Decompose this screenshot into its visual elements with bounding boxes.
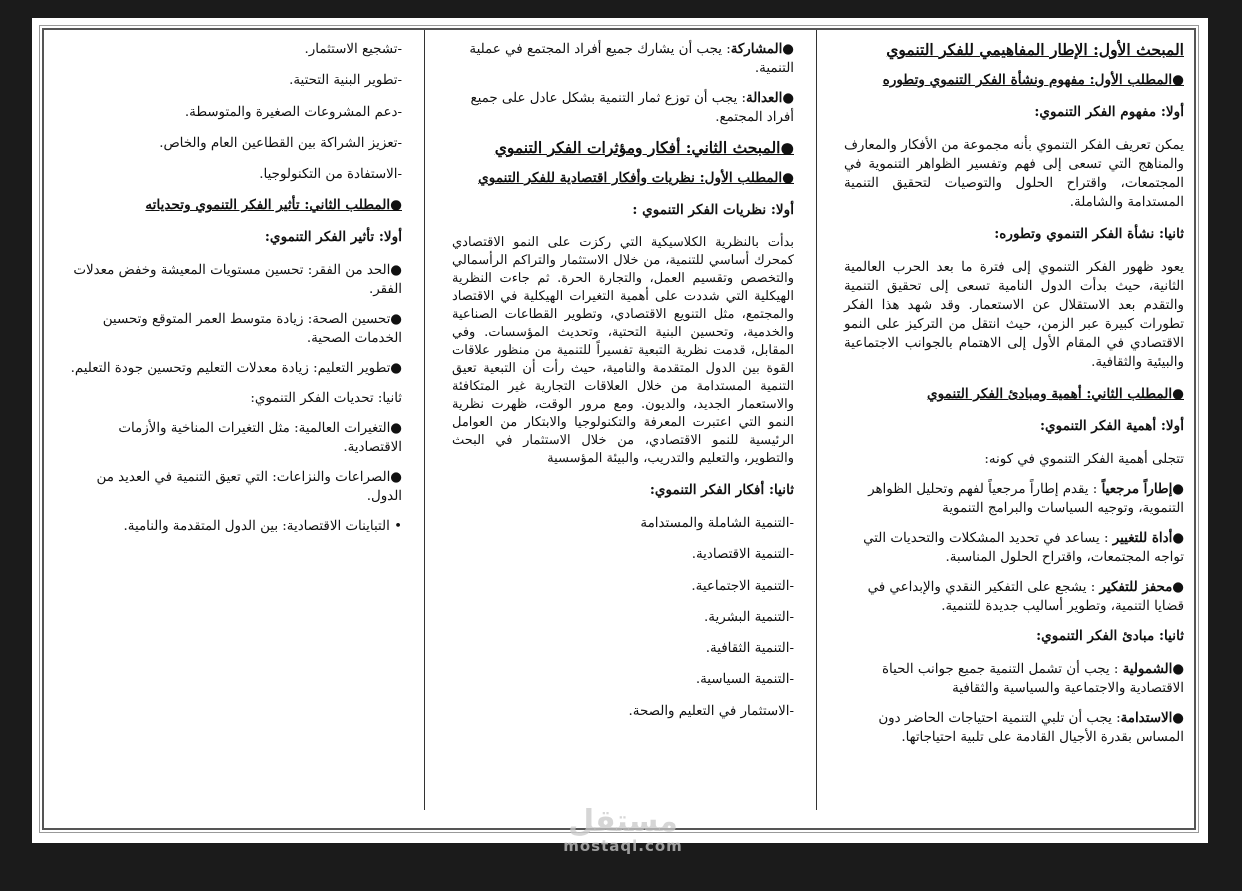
term: ●محفز للتفكير <box>1099 579 1184 595</box>
list-item: -الاستفادة من التكنولوجيا. <box>259 167 402 183</box>
subsection-heading: ●المطلب الثاني: أهمية ومبادئ الفكر التنموي <box>926 386 1184 402</box>
watermark-logo: مستقل <box>568 804 678 839</box>
list-item: -تعزيز الشراكة بين القطاعين العام والخاص. <box>159 135 402 151</box>
heading-challenges: ثانيا: تحديات الفكر التنموي: <box>250 391 402 407</box>
document-page <box>32 18 1208 843</box>
list-item: -التنمية الاجتماعية. <box>691 578 794 594</box>
column-right <box>844 40 1184 758</box>
list-item <box>452 40 794 78</box>
watermark-url: mostaql.com <box>563 837 683 855</box>
list-item <box>844 578 1184 616</box>
paragraph-theories: بدأت بالنظرية الكلاسيكية التي ركزت على النمو الاقتصادي كمحرك أساسي للتنمية، من خلال الاستثمار والتراكم الرأسمالي والتخصص وتقسيم العمل، والتجارة الحرة. ثم جاءت النظرية الهيكلية التي شددت على أهمية التغيرات الهيكلية في الاقتصاد والمجتمع، مثل التنويع الاقتصادي، وتطوير القطاعات الصناعية والخدمية، وتحسين البنية التحتية، وتحديث المؤسسات. وفي المقابل، قدمت نظرية التبعية تفسيراً للتنمية من منظور علاقات القوة بين الدول المتقدمة والنامية، حيث رأت أن التبعية تعيق التنمية المستدامة من خلال العلاقات التجارية غير المتكافئة والاستعمار الجديد، والديون. ومع مرور الوقت، ظهرت نظرية النمو التي اعتبرت المعرفة والتكنولوجيا والابتكار من العوامل الرئيسية للنمو الاقتصادي، من خلال الاستثمار في البحث والتطوير، والتعليم والتدريب، والبيئة المؤسسية <box>452 235 794 466</box>
heading-principles: ثانيا: مبادئ الفكر التنموي: <box>1036 628 1184 644</box>
subsection-heading: ●المطلب الأول: مفهوم ونشأة الفكر التنموي وتطوره <box>882 72 1184 88</box>
paragraph-definition: يمكن تعريف الفكر التنموي بأنه مجموعة من الأفكار والمعارف والمناهج التي تسعى إلى فهم وتفسير الظواهر التنموية في المجتمعات، واقتراح الحلول والتوصيات لتحقيق التنمية المستدامة والشاملة. <box>844 138 1184 210</box>
list-item: -التنمية الشاملة والمستدامة <box>640 516 794 531</box>
list-item <box>844 660 1184 698</box>
list-item: -الاستثمار في التعليم والصحة. <box>628 703 794 719</box>
paragraph-origin: يعود ظهور الفكر التنموي إلى فترة ما بعد الحرب العالمية الثانية، حيث بدأت الدول النامية تسعى إلى تحقيق التنمية والتقدم بعد الاستقلال عن الاستعمار. وقد شهد هذا الفكر تطورات كبيرة عبر الزمن، حيث انتقل من التركيز على النمو الاقتصادي في المقام الأول إلى الاهتمام بالجوانب الاجتماعية والبيئية والثقافية. <box>844 260 1184 370</box>
list-item: -دعم المشروعات الصغيرة والمتوسطة. <box>184 104 402 120</box>
list-item: • التباينات الاقتصادية: بين الدول المتقدمة والنامية. <box>123 519 402 535</box>
list-item: ●تحسين الصحة: زيادة متوسط العمر المتوقع وتحسين الخدمات الصحية. <box>102 312 402 347</box>
importance-intro: تتجلى أهمية الفكر التنموي في كونه: <box>984 452 1184 467</box>
list-item: -التنمية الاقتصادية. <box>691 547 794 563</box>
term: ●العدالة <box>746 90 794 106</box>
term-text: : يجب أن تشمل التنمية جميع جوانب الحياة الاقتصادية والاجتماعية والسياسية والثقافية <box>882 662 1184 696</box>
section-title: المبحث الأول: الإطار المفاهيمي للفكر التنموي <box>886 40 1184 59</box>
ideas-list <box>452 514 794 721</box>
column-divider-left <box>424 30 425 810</box>
term: ●الاستدامة <box>1120 710 1184 726</box>
column-middle <box>452 40 794 733</box>
list-item: -تشجيع الاستثمار. <box>304 42 402 57</box>
heading-origin: ثانيا: نشأة الفكر التنموي وتطوره: <box>994 226 1184 242</box>
heading-importance: أولا: أهمية الفكر التنموي: <box>1040 418 1184 434</box>
heading-impact: أولا: تأثير الفكر التنموي: <box>264 229 402 246</box>
term-text: : يجب أن يشارك جميع أفراد المجتمع في عملية التنمية. <box>469 42 794 76</box>
term-text: : يشجع على التفكير النقدي والإبداعي في قضايا التنمية، وتطوير أساليب جديدة للتنمية. <box>867 580 1184 614</box>
term: ●الشمولية <box>1122 661 1184 677</box>
subsection-heading: ●المطلب الثاني: تأثير الفكر التنموي وتحدياته <box>145 197 402 214</box>
term-text: : يساعد في تحديد المشكلات والتحديات التي تواجه المجتمعات، واقتراح الحلول المناسبة. <box>863 531 1184 565</box>
heading-ideas: ثانيا: أفكار الفكر التنموي: <box>649 482 794 498</box>
list-item <box>844 529 1184 567</box>
list-item: -تطوير البنية التحتية. <box>289 73 402 89</box>
term-text: : يجب أن توزع ثمار التنمية بشكل عادل على جميع أفراد المجتمع. <box>470 91 794 125</box>
list-item: ●تطوير التعليم: زيادة معدلات التعليم وتحسين جودة التعليم. <box>70 361 402 377</box>
heading-theories: أولا: نظريات الفكر التنموي : <box>632 202 794 218</box>
measures-list <box>66 40 402 184</box>
term-text: : يجب أن تلبي التنمية احتياجات الحاضر دون المساس بقدرة الأجيال القادمة على تلبية احتياجاتها. <box>878 711 1184 745</box>
watermark <box>538 806 708 854</box>
term: ●أداة للتغيير <box>1112 530 1184 546</box>
term: ●المشاركة <box>730 41 794 57</box>
list-item: ●التغيرات العالمية: مثل التغيرات المناخية والأزمات الاقتصادية. <box>118 421 402 456</box>
section-title: ●المبحث الثاني: أفكار ومؤثرات الفكر التنموي <box>494 138 794 157</box>
list-item: ●الحد من الفقر: تحسين مستويات المعيشة وخفض معدلات الفقر. <box>73 263 402 298</box>
list-item: -التنمية البشرية. <box>704 609 794 625</box>
list-item <box>844 480 1184 518</box>
term-text: : يقدم إطاراً مرجعياً لفهم وتحليل الظواهر التنموية، وتوجيه السياسات والبرامج التنموية <box>868 482 1184 516</box>
list-item: -التنمية الثقافية. <box>705 641 794 657</box>
list-item: -التنمية السياسية. <box>695 672 794 688</box>
subsection-heading: ●المطلب الأول: نظريات وأفكار اقتصادية للفكر التنموي <box>478 170 794 186</box>
list-item: ●الصراعات والنزاعات: التي تعيق التنمية في العديد من الدول. <box>96 470 402 505</box>
heading-definition: أولا: مفهوم الفكر التنموي: <box>1034 104 1184 120</box>
list-item <box>844 709 1184 747</box>
list-item <box>452 89 794 127</box>
column-divider-right <box>816 30 817 810</box>
term: ●إطاراً مرجعياً <box>1101 481 1184 497</box>
column-left <box>66 40 402 547</box>
